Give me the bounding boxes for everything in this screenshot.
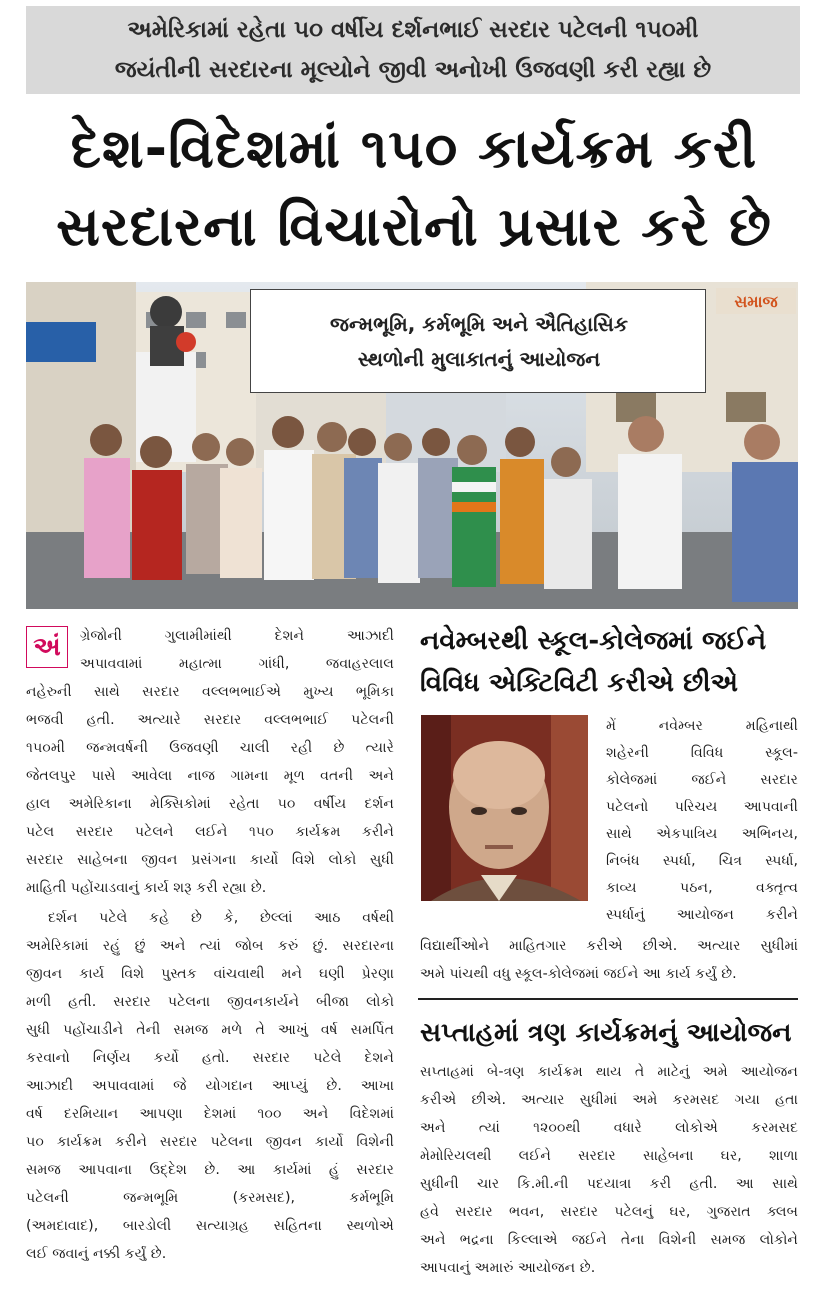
- section1-heading-line-2: વિવિધ એક્ટિવિટી કરીએ છીએ: [420, 668, 738, 698]
- photo-caption: [250, 289, 706, 393]
- body-line: જીવન કાર્ય વિશે પુસ્તક વાંચવાથી મને ઘણી પ્રેરણા: [26, 966, 394, 982]
- body-line: અને ત્યાં ૧૨૦૦થી વધારે લોકોએ કરમસદ: [420, 1120, 798, 1136]
- body-line: કરીએ છીએ. અત્યાર સુધીમાં અમે કરમસદ ગયા હતા: [420, 1092, 798, 1108]
- body-line: ૧૫૦મી જન્મવર્ષની ઉજવણી ચાલી રહી છે ત્યારે: [26, 740, 394, 756]
- body-line: આઝાદી અપાવવામાં જે યોગદાન આપ્યું છે. આખા: [26, 1078, 394, 1094]
- kicker-line-2: જયંતીની સરદારના મૂલ્યોને જીવી અનોખી ઉજવણી કરી રહ્યા છે: [114, 57, 712, 83]
- body-line: કાવ્ય પઠન, વક્તૃત્વ: [606, 880, 798, 896]
- body-line: સુધીની ચાર કિ.મી.ની પદયાત્રા કરી હતી. આ સાથે: [420, 1176, 798, 1192]
- body-line: હાલ અમેરિકાના મેક્સિકોમાં રહેતા ૫૦ વર્ષીય દર્શન: [26, 796, 394, 812]
- body-line: પટેલનો પરિચય આપવાની: [606, 799, 798, 815]
- body-line: લઈ જવાનું નક્કી કર્યું છે.: [26, 1246, 167, 1262]
- body-line: દર્શન પટેલે કહે છે કે, છેલ્લાં આઠ વર્ષથી: [48, 910, 394, 926]
- body-line: સ્પર્ધાનું આયોજન કરીને: [606, 907, 798, 923]
- body-line: ગ્રેજોની ગુલામીમાંથી દેશને આઝાદી: [80, 628, 394, 644]
- body-line: શહેરની વિવિધ સ્કૂલ-: [606, 745, 798, 761]
- sign-text: સમાજ: [734, 292, 778, 311]
- body-line: આપવાનું અમારું આયોજન છે.: [420, 1260, 596, 1276]
- caption-line-2: સ્થળોની મુલાકાતનું આયોજન: [357, 347, 601, 371]
- body-line: સાથે એકપાત્રિય અભિનય,: [606, 826, 798, 842]
- body-line: મેં નવેમ્બર મહિનાથી: [606, 718, 798, 734]
- headline-line-2: સરદારના વિચારોનો પ્રસાર કરે છે: [56, 195, 772, 258]
- body-line: હવે સરદાર ભવન, સરદાર પટેલનું ઘર, ગુજરાત ક્લબ: [420, 1204, 798, 1220]
- portrait-illustration: [421, 715, 588, 901]
- body-line: પટેલ સરદાર પટેલને લઈને ૧૫૦ કાર્યક્રમ કરીને: [26, 824, 394, 840]
- body-line: અને ભદ્રના કિલ્લાએ જઈને તેના વિશેની સમજ લોકોને: [420, 1232, 798, 1248]
- section1-heading-line-1: નવેમ્બરથી સ્કૂલ-કોલેજમાં જઈને: [420, 626, 767, 656]
- caption-line-1: જન્મભૂમિ, કર્મભૂમિ અને ઐતિહાસિક: [330, 312, 628, 336]
- body-line: અમે પાંચથી વધુ સ્કૂલ-કોલેજમાં જઈને આ કાર્ય કર્યું છે.: [420, 966, 737, 982]
- body-line: વર્ષ દરમિયાન આપણા દેશમાં ૧૦૦ અને વિદેશમાં: [26, 1106, 394, 1122]
- body-line: ભજવી હતી. અત્યારે સરદાર વલ્લભભાઈ પટેલની: [26, 712, 394, 728]
- body-line: નિબંધ સ્પર્ધા, ચિત્ર સ્પર્ધા,: [606, 853, 798, 869]
- kicker-box: [26, 6, 800, 94]
- body-line: કોલેજમાં જઈને સરદાર: [606, 772, 798, 788]
- section-divider: [418, 998, 798, 1000]
- body-line: સુધી પહોંચાડીને તેની સમજ મળે તે આખું વર્ષ સમર્પિત: [26, 1022, 394, 1038]
- body-line: મેમોરિયલથી લઈને સરદાર સાહેબના ઘર, શાળા: [420, 1148, 798, 1164]
- body-line: વિદ્યાર્થીઓને માહિતગાર કરીએ છીએ. અત્યાર સુધીમાં: [420, 938, 798, 954]
- body-line: જેતલપુર પાસે આવેલા નાજ ગામના મૂળ વતની અને: [26, 768, 394, 784]
- body-line: સપ્તાહમાં બે-ત્રણ કાર્યક્રમ થાય તે માટેનું અમે આયોજન: [420, 1064, 798, 1080]
- kicker-line-1: અમેરિકામાં રહેતા ૫૦ વર્ષીય દર્શનભાઈ સરદાર પટેલની ૧૫૦મી: [127, 17, 699, 43]
- body-line: કરવાનો નિર્ણય કર્યો હતો. સરદાર પટેલે દેશને: [26, 1050, 394, 1066]
- body-line: મળી હતી. સરદાર પટેલના જીવનકાર્યને બીજા લોકો: [26, 994, 394, 1010]
- headline-line-1: દેશ-વિદેશમાં ૧૫૦ કાર્યક્રમ કરી: [70, 117, 758, 180]
- body-line: ૫૦ કાર્યક્રમ કરીને સરદાર પટેલના જીવન કાર્યો વિશેની: [26, 1134, 394, 1150]
- body-line: માહિતી પહોંચાડવાનું કાર્ય શરૂ કરી રહ્યા છે.: [26, 880, 267, 896]
- portrait-photo: [421, 715, 588, 901]
- body-line: સમજ આપવાના ઉદ્દેશ છે. આ કાર્યમાં હું સરદાર: [26, 1162, 394, 1178]
- body-line: અપાવવામાં મહાત્મા ગાંધી, જવાહરલાલ: [80, 656, 394, 672]
- body-line: (અમદાવાદ), બારડોલી સત્યાગ્રહ સહિતના સ્થળોએ: [26, 1218, 394, 1234]
- body-line: અમેરિકામાં રહું છું અને ત્યાં જોબ કરું છું. સરદારના: [26, 938, 394, 954]
- body-line: સરદાર સાહેબના જીવન પ્રસંગના કાર્યો વિશે લોકો સુધી: [26, 852, 394, 868]
- drop-cap: અં: [26, 626, 68, 668]
- body-line: પટેલની જન્મભૂમિ (કરમસદ), કર્મભૂમિ: [26, 1190, 394, 1206]
- section2-heading: સપ્તાહમાં ત્રણ કાર્યક્રમનું આયોજન: [420, 1018, 792, 1048]
- body-line: નહેરુની સાથે સરદાર વલ્લભભાઈએ મુખ્ય ભૂમિકા: [26, 684, 394, 700]
